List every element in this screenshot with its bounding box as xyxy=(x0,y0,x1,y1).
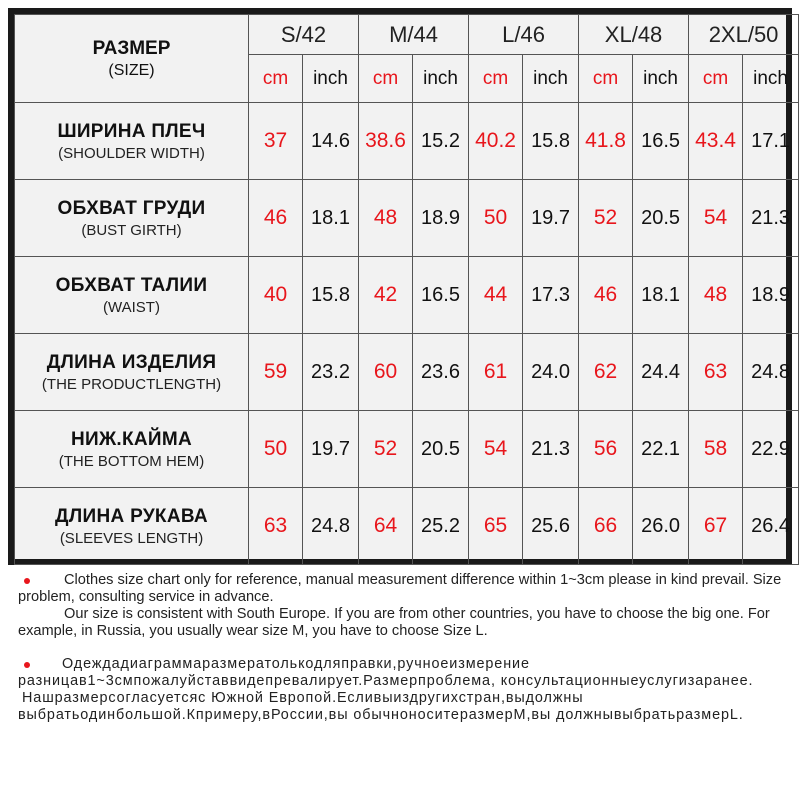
note-english xyxy=(16,572,792,640)
value-inch: 26.4 xyxy=(743,488,799,565)
value-inch: 14.6 xyxy=(303,103,359,180)
note-en-paragraph-1: Clothes size chart only for reference, manual measurement difference within 1~3cm please in kind prevail. Size problem, consulting service in advance. xyxy=(18,572,782,605)
measurement-name: ШИРИНА ПЛЕЧ xyxy=(57,120,206,142)
value-inch: 23.6 xyxy=(413,334,469,411)
value-cm: 62 xyxy=(579,334,633,411)
unit-cm: cm xyxy=(249,55,303,103)
value-cm: 46 xyxy=(249,180,303,257)
measurement-label-cell xyxy=(15,411,249,488)
value-cm: 54 xyxy=(469,411,523,488)
measurement-label-cell xyxy=(15,334,249,411)
notes-section xyxy=(16,572,792,724)
measurement-name: ДЛИНА РУКАВА xyxy=(55,505,208,527)
value-cm: 61 xyxy=(469,334,523,411)
measurement-name: ОБХВАТ ТАЛИИ xyxy=(55,274,208,296)
unit-inch: inch xyxy=(303,55,359,103)
value-cm: 60 xyxy=(359,334,413,411)
measurement-name: НИЖ.КАЙМА xyxy=(70,428,193,450)
value-cm: 58 xyxy=(689,411,743,488)
value-cm: 67 xyxy=(689,488,743,565)
value-cm: 50 xyxy=(469,180,523,257)
value-cm: 42 xyxy=(359,257,413,334)
measurement-row xyxy=(15,180,799,257)
value-inch: 25.2 xyxy=(413,488,469,565)
value-inch: 19.7 xyxy=(303,411,359,488)
value-inch: 25.6 xyxy=(523,488,579,565)
unit-cm: cm xyxy=(359,55,413,103)
value-cm: 50 xyxy=(249,411,303,488)
value-cm: 64 xyxy=(359,488,413,565)
value-cm: 41.8 xyxy=(579,103,633,180)
unit-inch: inch xyxy=(743,55,799,103)
value-cm: 54 xyxy=(689,180,743,257)
size-header-row xyxy=(15,15,799,55)
value-cm: 66 xyxy=(579,488,633,565)
value-inch: 21.3 xyxy=(523,411,579,488)
value-inch: 18.1 xyxy=(633,257,689,334)
measurement-row xyxy=(15,488,799,565)
note-ru-paragraph-2: Нашразмерсогласуетсяс Южной Европой.Есливыиздругихстран,выдолжны выбратьодинбольшой.Кпримеру,вРоссии,вы обычноноситеразмерМ,вы должнывыбратьразмерL. xyxy=(18,690,744,723)
unit-inch: inch xyxy=(413,55,469,103)
value-inch: 21.3 xyxy=(743,180,799,257)
measurement-row xyxy=(15,257,799,334)
value-cm: 46 xyxy=(579,257,633,334)
value-inch: 22.9 xyxy=(743,411,799,488)
measurement-row xyxy=(15,334,799,411)
value-cm: 59 xyxy=(249,334,303,411)
value-inch: 17.1 xyxy=(743,103,799,180)
unit-cm: cm xyxy=(579,55,633,103)
value-cm: 43.4 xyxy=(689,103,743,180)
value-inch: 18.9 xyxy=(413,180,469,257)
value-inch: 22.1 xyxy=(633,411,689,488)
size-chart xyxy=(8,8,792,565)
measurement-name-english: (THE BOTTOM HEM) xyxy=(58,452,205,470)
value-inch: 23.2 xyxy=(303,334,359,411)
value-cm: 48 xyxy=(359,180,413,257)
unit-cm: cm xyxy=(689,55,743,103)
value-cm: 48 xyxy=(689,257,743,334)
value-cm: 63 xyxy=(689,334,743,411)
size-m: M/44 xyxy=(359,15,469,55)
value-cm: 37 xyxy=(249,103,303,180)
note-russian xyxy=(16,656,792,724)
measurement-row xyxy=(15,411,799,488)
value-inch: 19.7 xyxy=(523,180,579,257)
value-inch: 24.8 xyxy=(743,334,799,411)
size-xl: XL/48 xyxy=(579,15,689,55)
value-cm: 44 xyxy=(469,257,523,334)
value-inch: 20.5 xyxy=(413,411,469,488)
measurement-name-english: (WAIST) xyxy=(103,298,160,316)
measurement-label-cell xyxy=(15,180,249,257)
measurement-label-cell xyxy=(15,257,249,334)
measurement-name: ДЛИНА ИЗДЕЛИЯ xyxy=(46,351,217,373)
value-inch: 15.8 xyxy=(523,103,579,180)
size-label-sub: (SIZE) xyxy=(108,61,155,79)
value-inch: 15.2 xyxy=(413,103,469,180)
value-cm: 52 xyxy=(359,411,413,488)
measurement-name-english: (THE PRODUCTLENGTH) xyxy=(41,375,222,393)
size-2xl: 2XL/50 xyxy=(689,15,799,55)
value-inch: 16.5 xyxy=(413,257,469,334)
value-inch: 24.8 xyxy=(303,488,359,565)
value-inch: 26.0 xyxy=(633,488,689,565)
value-cm: 65 xyxy=(469,488,523,565)
value-inch: 17.3 xyxy=(523,257,579,334)
size-table xyxy=(14,14,799,565)
measurement-name: ОБХВАТ ГРУДИ xyxy=(57,197,206,219)
size-s: S/42 xyxy=(249,15,359,55)
value-cm: 38.6 xyxy=(359,103,413,180)
value-inch: 16.5 xyxy=(633,103,689,180)
unit-inch: inch xyxy=(633,55,689,103)
size-label: РАЗМЕР xyxy=(92,37,171,59)
note-en-paragraph-2: Our size is consistent with South Europe. If you are from other countries, you have to choose the big one. For example, in Russia, you usually wear size M, you have to choose Size L. xyxy=(18,606,770,639)
measurement-name-english: (BUST GIRTH) xyxy=(81,221,182,239)
value-inch: 18.1 xyxy=(303,180,359,257)
value-cm: 40.2 xyxy=(469,103,523,180)
value-inch: 15.8 xyxy=(303,257,359,334)
value-inch: 24.4 xyxy=(633,334,689,411)
measurement-label-cell xyxy=(15,488,249,565)
measurement-name-english: (SLEEVES LENGTH) xyxy=(59,529,204,547)
value-inch: 24.0 xyxy=(523,334,579,411)
value-cm: 56 xyxy=(579,411,633,488)
value-cm: 52 xyxy=(579,180,633,257)
value-cm: 63 xyxy=(249,488,303,565)
measurement-name-english: (SHOULDER WIDTH) xyxy=(58,144,205,162)
measurement-row xyxy=(15,103,799,180)
value-inch: 18.9 xyxy=(743,257,799,334)
value-cm: 40 xyxy=(249,257,303,334)
unit-inch: inch xyxy=(523,55,579,103)
size-l: L/46 xyxy=(469,15,579,55)
measurement-label-cell xyxy=(15,103,249,180)
bullet-dot-icon xyxy=(24,662,30,668)
size-label-cell xyxy=(15,15,249,103)
value-inch: 20.5 xyxy=(633,180,689,257)
note-ru-paragraph-1: Одеждадиаграммаразмератолькодляправки,ручноеизмерение разницав1~3смпожалуйставвидепревалирует.Размерпроблема, консультационныеуслугизаранее. xyxy=(18,656,754,689)
unit-cm: cm xyxy=(469,55,523,103)
bullet-dot-icon xyxy=(24,578,30,584)
